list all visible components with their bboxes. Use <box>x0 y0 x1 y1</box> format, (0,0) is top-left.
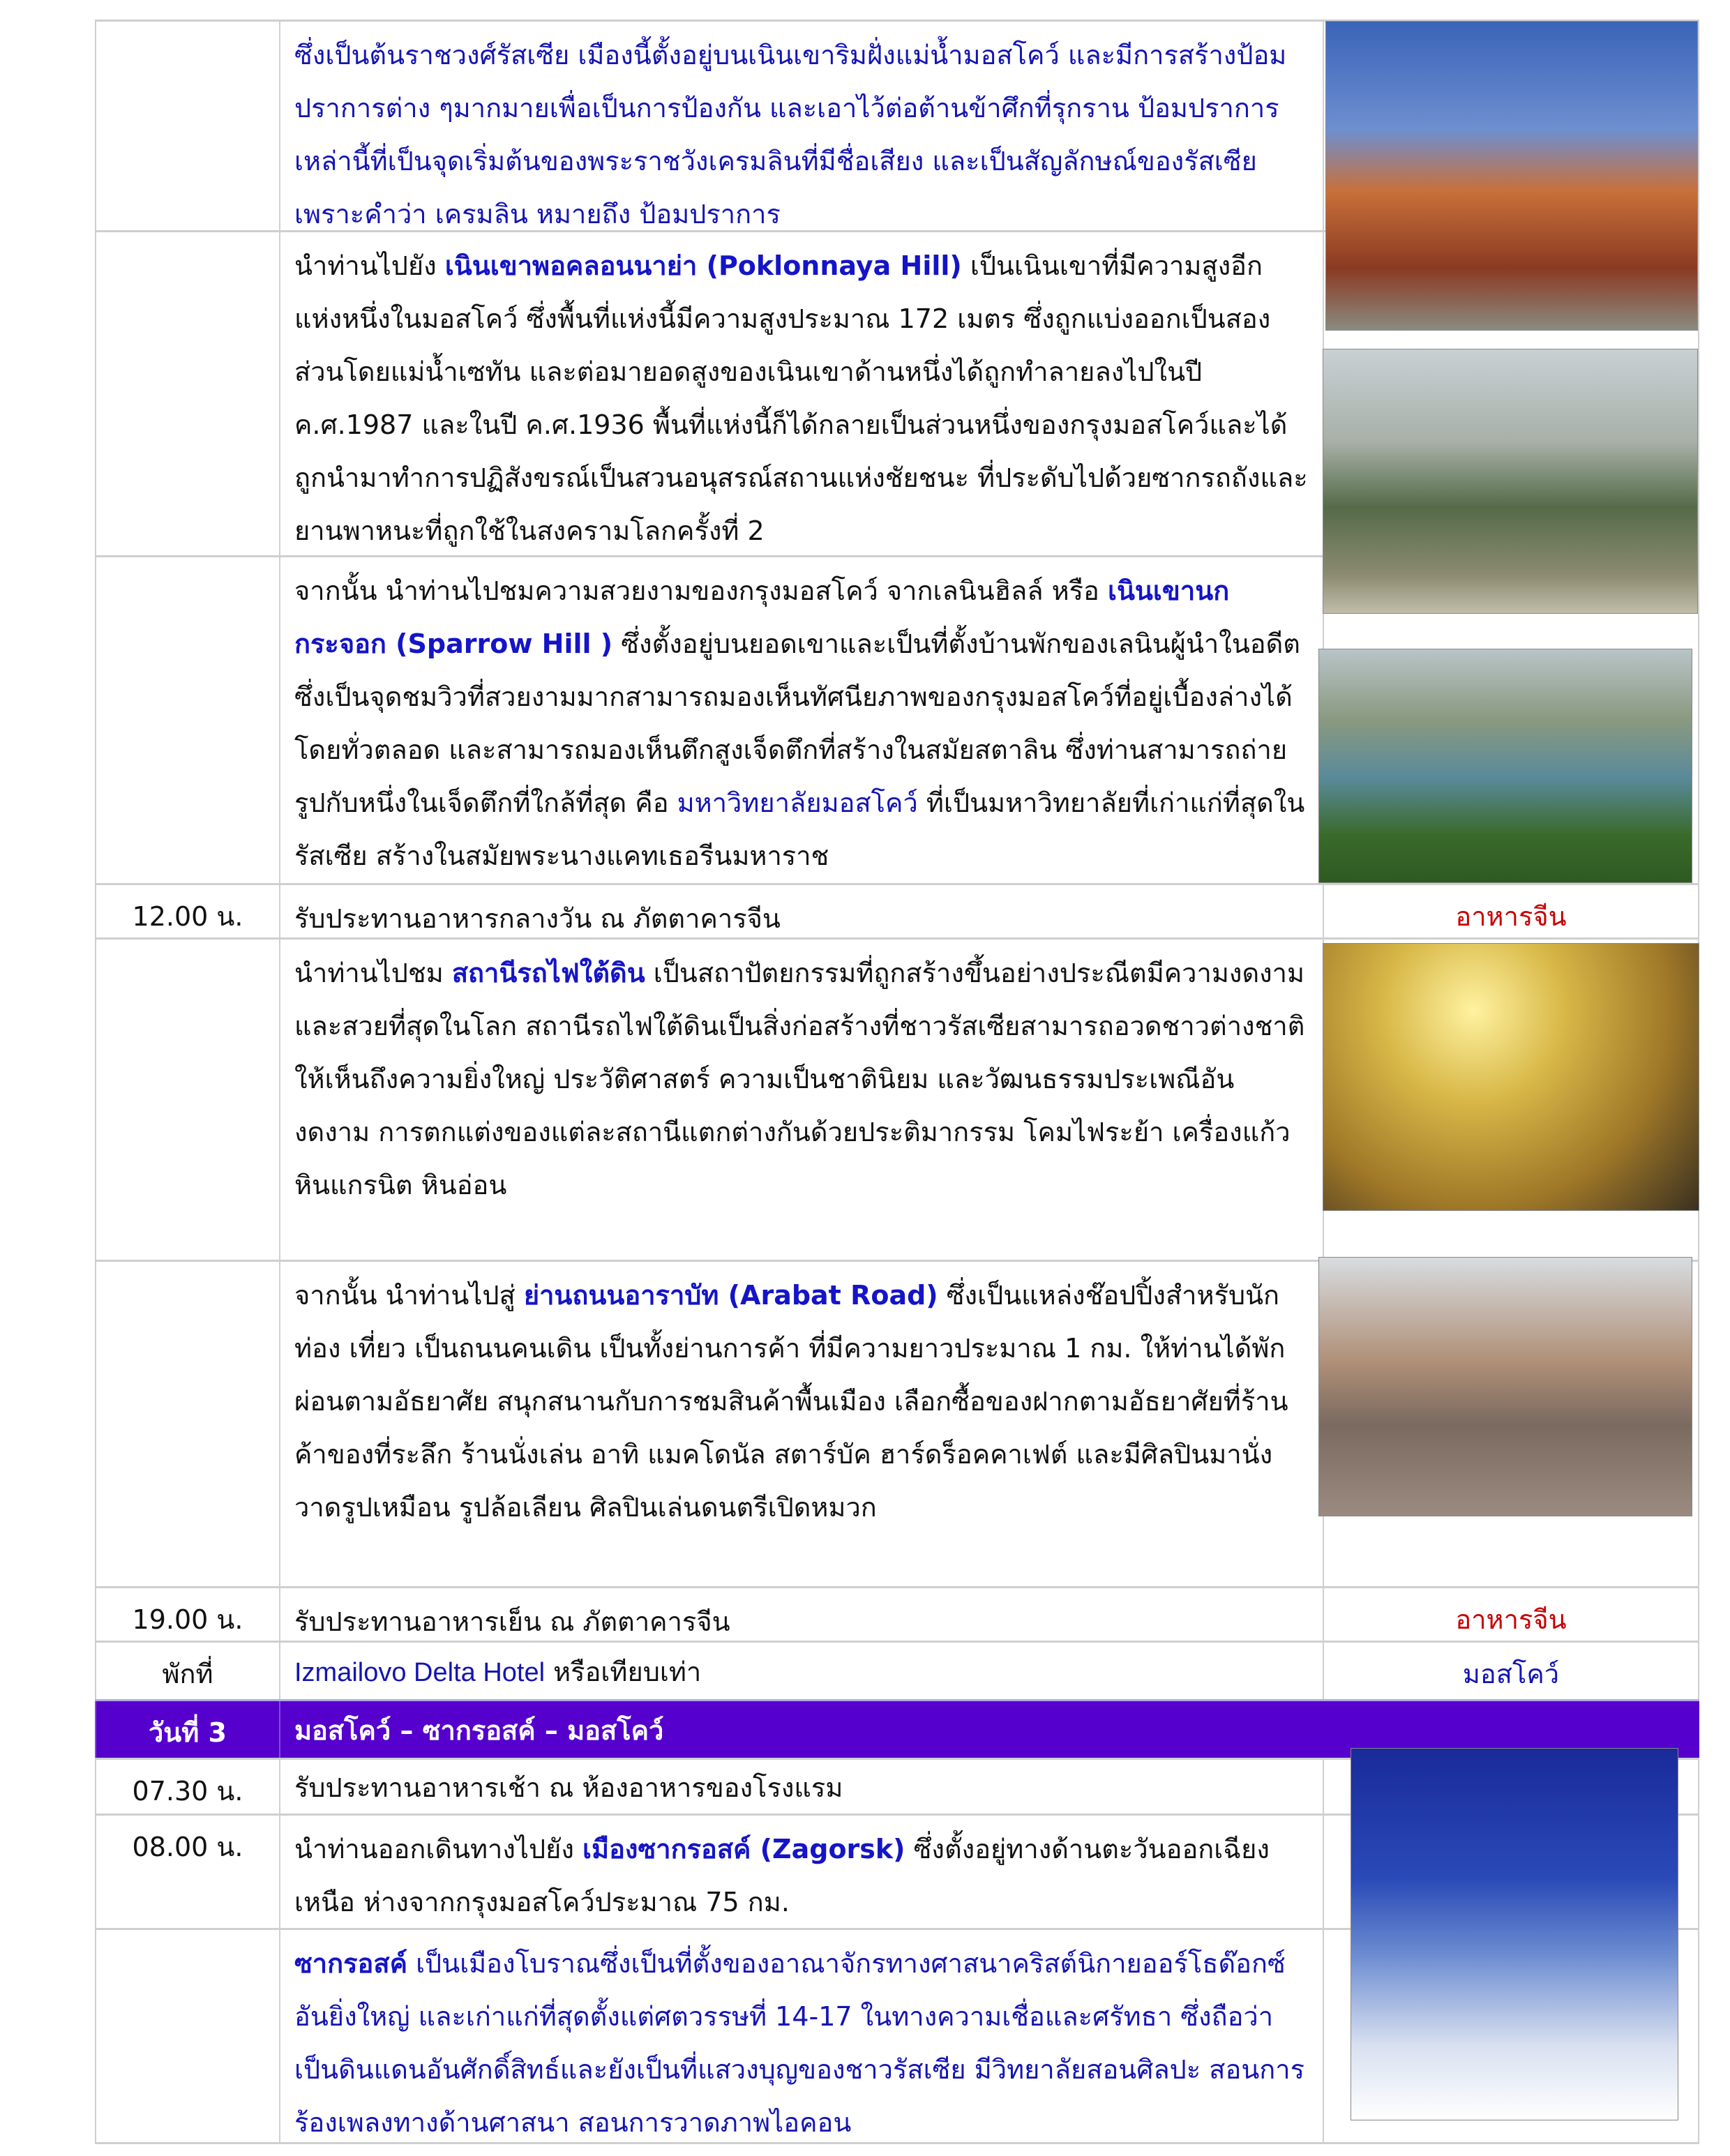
description: รับประทานอาหารเช้า ณ ห้องอาหารของโรงแรม <box>279 1760 1323 1814</box>
day-title: มอสโคว์ – ซากรอสค์ – มอสโคว์ <box>279 1701 1323 1758</box>
description: รับประทานอาหารกลางวัน ณ ภัตตาคารจีน <box>279 885 1323 937</box>
itinerary-row-hotel <box>95 1641 1699 1699</box>
place-name: เนินเขาพอคลอนนาย่า (Poklonnaya Hill) <box>444 250 962 281</box>
day-label: วันที่ 3 <box>95 1701 279 1758</box>
time: 19.00 น. <box>95 1588 279 1641</box>
place-name: เนินเขานกกระจอก (Sparrow Hill ) <box>294 575 1230 659</box>
arbat-street-photo <box>1318 1257 1692 1516</box>
meal-label: อาหารจีน <box>1323 1588 1699 1641</box>
time: 12.00 น. <box>95 885 279 937</box>
itinerary-row-lunch <box>95 883 1699 937</box>
place-name: สถานีรถไฟใต้ดิน <box>451 958 645 988</box>
poklonnaya-hill-photo <box>1323 349 1698 614</box>
time-cell <box>95 22 279 230</box>
meal-label: อาหารจีน <box>1323 885 1699 937</box>
place-name: มหาวิทยาลัยมอสโคว์ <box>677 787 918 818</box>
description: ซากรอสค์ เป็นเมืองโบราณซึ่งเป็นที่ตั้งของอาณาจักรทางศาสนาคริสต์นิกายออร์โธด๊อกซ์อันยิ่งใหญ่ และเก่าแก่ที่สุดตั้งแต่ศตวรรษที่ 14-17 ในทางความเชื่อและศรัทธา ซึ่งถือว่าเป็นดินแดนอันศักดิ์สิทธ์และยังเป็นที่แสวงบุญของชาวรัสเซีย มีวิทยาลัยสอนศิลปะ สอนการร้องเพลงทางด้านศาสนา สอนการวาดภาพไอคอน <box>279 1930 1323 2142</box>
time: 08.00 น. <box>95 1816 279 1928</box>
zagorsk-cathedral-photo <box>1351 1748 1678 2120</box>
description: ซึ่งเป็นต้นราชวงศ์รัสเซีย เมืองนี้ตั้งอยู่บนเนินเขาริมฝั่งแม่น้ำมอสโคว์ และมีการสร้างป้อมปราการต่าง ๆมากมายเพื่อเป็นการป้องกัน และเอาไว้ต่อต้านข้าศึกที่รุกราน ป้อมปราการเหล่านี้ที่เป็นจุดเริ่มต้นของพระราชวังเครมลินที่มีชื่อเสียง และเป็นสัญลักษณ์ของรัสเซีย เพราะคำว่า เครมลิน หมายถึง ป้อมปราการ <box>279 22 1323 230</box>
description: นำท่านไปยัง เนินเขาพอคลอนนาย่า (Poklonnaya Hill) เป็นเนินเขาที่มีความสูงอีกแห่งหนึ่งในมอสโคว์ ซึ่งพื้นที่แห่งนี้มีความสูงประมาณ 172 เมตร ซึ่งถูกแบ่งออกเป็นสองส่วนโดยแม่น้ำเซทัน และต่อมายอดสูงของเนินเขาด้านหนึ่งได้ถูกทำลายลงไปในปี ค.ศ.1987 และในปี ค.ศ.1936 พื้นที่แห่งนี้ก็ได้กลายเป็นส่วนหนึ่งของกรุงมอสโคว์และได้ถูกนำมาทำการปฏิสังขรณ์เป็นสวนอนุสรณ์สถานแห่งชัยชนะ ที่ประดับไปด้วยซากรถถังและยานพาหนะที่ถูกใช้ในสงครามโลกครั้งที่ 2 <box>279 232 1323 555</box>
stay-label: พักที่ <box>95 1643 279 1699</box>
kremlin-cathedral-photo <box>1325 21 1698 331</box>
description: นำท่านไปชม สถานีรถไฟใต้ดิน เป็นสถาปัตยกรรมที่ถูกสร้างขึ้นอย่างประณีตมีความงดงามและสวยที่สุดในโลก สถานีรถไฟใต้ดินเป็นสิ่งก่อสร้างที่ชาวรัสเซียสามารถอวดชาวต่างชาติให้เห็นถึงความยิ่งใหญ่ ประวัติศาสตร์ ความเป็นชาตินิยม และวัฒนธรรมประเพณีอันงดงาม การตกแต่งของแต่ละสถานีแตกต่างกันด้วยประติมากรรม โคมไฟระย้า เครื่องแก้ว หินแกรนิต หินอ่อน <box>279 940 1323 1260</box>
description: จากนั้น นำท่านไปชมความสวยงามของกรุงมอสโคว์ จากเลนินฮิลล์ หรือ เนินเขานกกระจอก (Sparrow Hill ) ซึ่งตั้งอยู่บนยอดเขาและเป็นที่ตั้งบ้านพักของเลนินผู้นำในอดีต ซึ่งเป็นจุดชมวิวที่สวยงามมากสามารถมองเห็นทัศนียภาพของกรุงมอสโคว์ที่อยู่เบื้องล่างได้โดยทั่วตลอด และสามารถมองเห็นตึกสูงเจ็ดตึกที่สร้างในสมัยสตาลิน ซึ่งท่านสามารถถ่ายรูปกับหนึ่งในเจ็ดตึกที่ใกล้ที่สุด คือ มหาวิทยาลัยมอสโคว์ ที่เป็นมหาวิทยาลัยที่เก่าแก่ที่สุดในรัสเซีย สร้างในสมัยพระนางแคทเธอรีนมหาราช <box>279 557 1323 883</box>
description: นำท่านออกเดินทางไปยัง เมืองซากรอสค์ (Zagorsk) ซึ่งตั้งอยู่ทางด้านตะวันออกเฉียง เหนือ ห่างจากกรุงมอสโคว์ประมาณ 75 กม. <box>279 1816 1323 1928</box>
city-label: มอสโคว์ <box>1323 1643 1699 1699</box>
hotel-name: Izmailovo Delta Hotel <box>294 1658 546 1687</box>
description: จากนั้น นำท่านไปสู่ ย่านถนนอาราบัท (Arabat Road) ซึ่งเป็นแหล่งช๊อปปิ้งสำหรับนักท่อง เที่ยว เป็นถนนคนเดิน เป็นทั้งย่านการค้า ที่มีความยาวประมาณ 1 กม. ให้ท่านได้พักผ่อนตามอัธยาศัย สนุกสนานกับการชมสินค้าพื้นเมือง เลือกซื้อของฝากตามอัธยาศัยที่ร้านค้าของที่ระลึก ร้านนั่งเล่น อาทิ แมคโดนัล สตาร์บัค ฮาร์ดร็อคคาเฟต์ และมีศิลปินมานั่งวาดรูปเหมือน รูปล้อเลียน ศิลปินเล่นดนตรีเปิดหมวก <box>279 1262 1323 1586</box>
sparrow-hill-view-photo <box>1318 649 1692 883</box>
place-name: ซากรอสค์ <box>294 1948 407 1979</box>
description: รับประทานอาหารเย็น ณ ภัตตาคารจีน <box>279 1588 1323 1641</box>
moscow-metro-station-photo <box>1323 943 1699 1211</box>
time: 07.30 น. <box>95 1760 279 1814</box>
place-name: เมืองซากรอสค์ (Zagorsk) <box>582 1834 905 1864</box>
place-name: ย่านถนนอาราบัท (Arabat Road) <box>523 1280 938 1311</box>
itinerary-row-dinner <box>95 1586 1699 1641</box>
description: Izmailovo Delta Hotel หรือเทียบเท่า <box>279 1643 1323 1699</box>
